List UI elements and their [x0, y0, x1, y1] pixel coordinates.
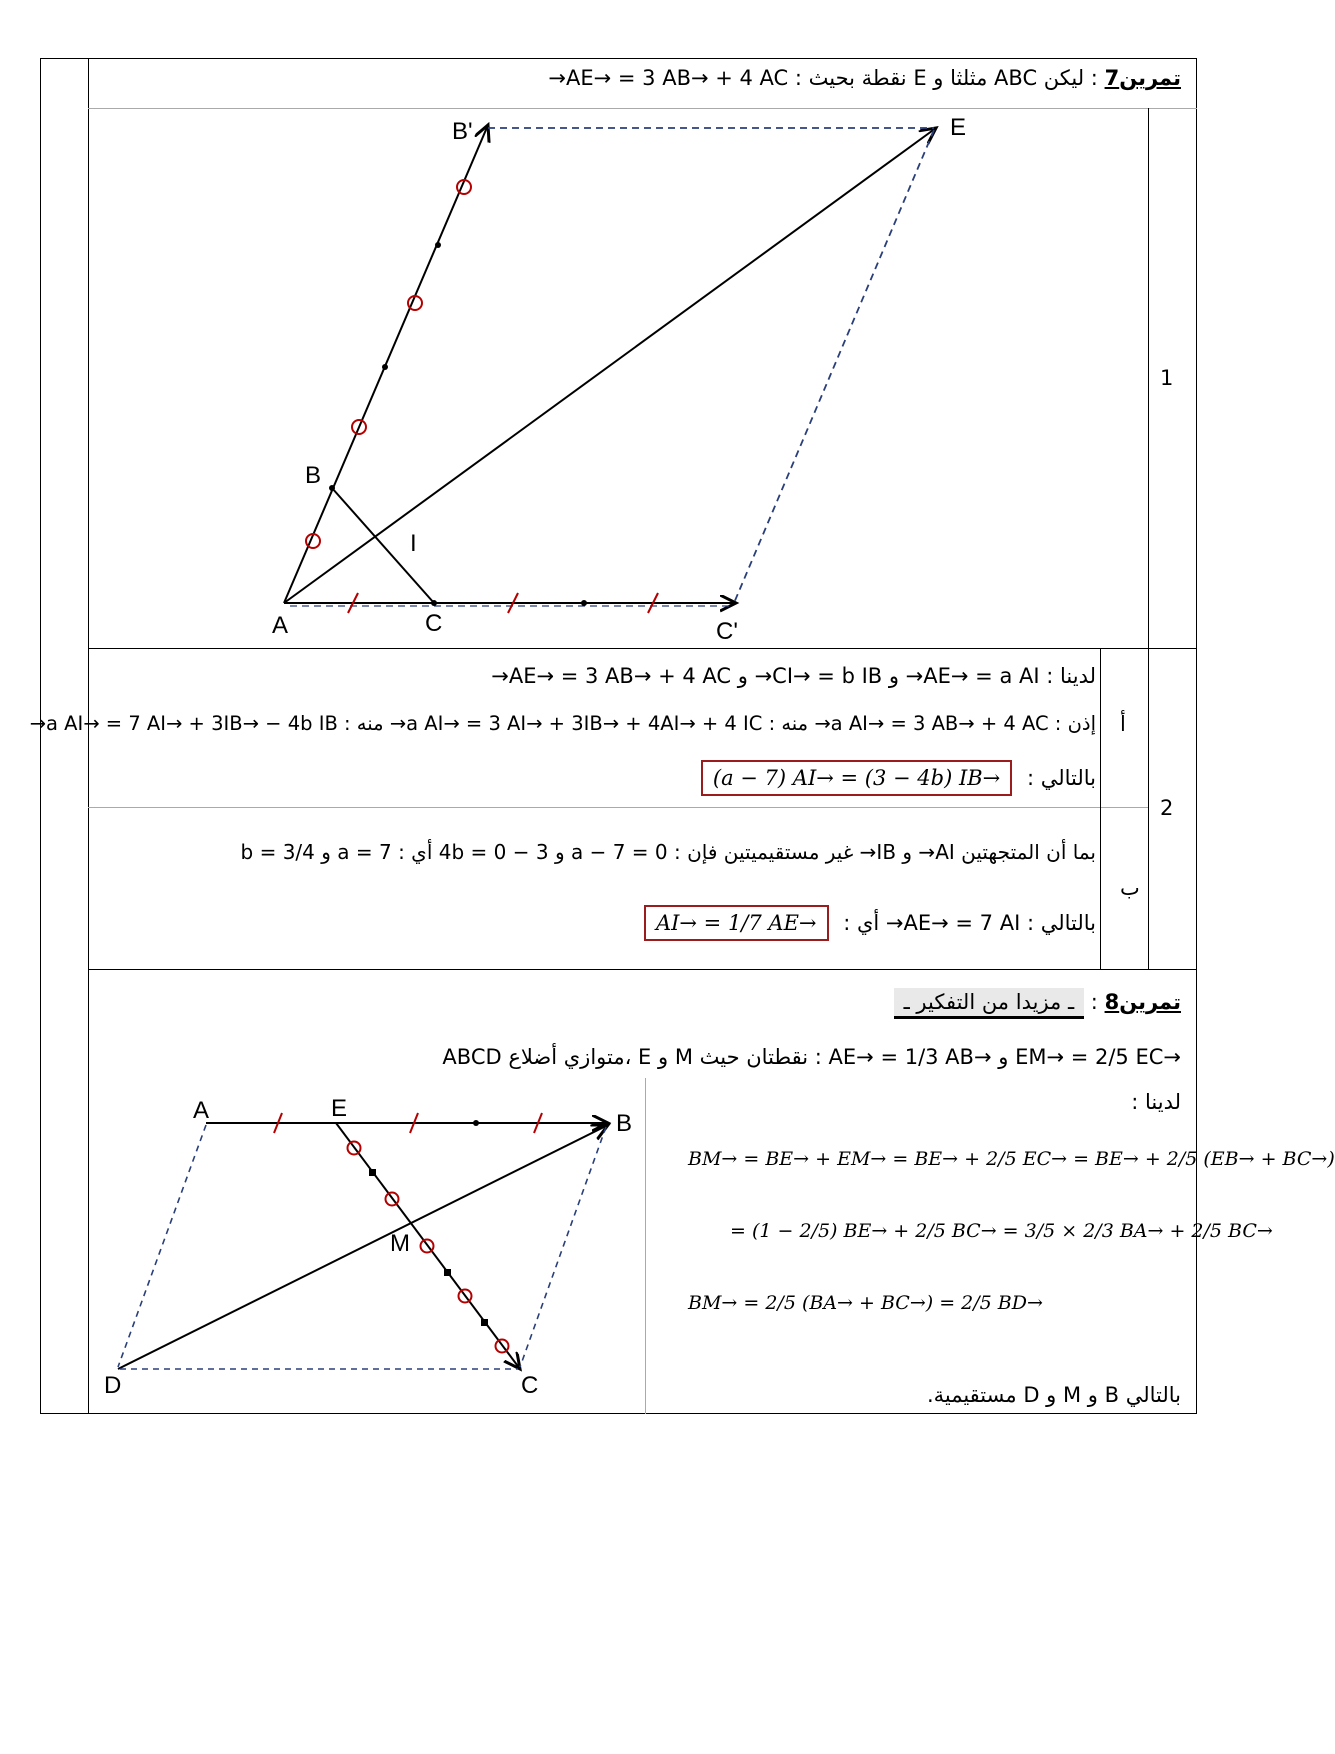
- point-label-C: C: [521, 1372, 539, 1399]
- ex8-colon: :: [1084, 990, 1098, 1014]
- dot-mark: [431, 600, 437, 606]
- dashed-E-C-prime: [734, 130, 934, 603]
- ex7-b-line1: بما أن المتجهتين AI→ و IB→ غير مستقيميتين فإن : a − 7 = 0 و 3 − 4b = 0 أي : a = 7 و b = 3/4: [240, 840, 1096, 864]
- ex8-figure: [0, 1080, 660, 1420]
- ex7-a-line1: لدينا : AE→ = a AI→ و CI→ = b IB→ و AE→ = 3 AB→ + 4 AC→: [491, 664, 1096, 688]
- square-mark: [369, 1169, 376, 1176]
- point-label-B: B: [616, 1110, 633, 1137]
- ex8-header: [894, 990, 1181, 1014]
- ex7-title: تمرين7: [1104, 66, 1181, 90]
- ex7-b-result-box: AI→ = 1/7 AE→: [644, 905, 829, 941]
- ex7-a-line2: إذن : a AI→ = 3 AB→ + 4 AC→ منه : a AI→ = 3 AI→ + 3IB→ + 4AI→ + 4 IC→ منه : a AI→ = 7 AI→ + 3IB→ − 4b IB→: [29, 712, 1096, 735]
- point-label-B: B: [305, 462, 322, 489]
- ex7-statement: : ليكن ABC مثلثا و E نقطة بحيث : AE→ = 3 AB→ + 4 AC→: [548, 66, 1098, 90]
- point-label-C: C: [425, 610, 443, 637]
- ex7-row2-number: 2: [1160, 796, 1174, 820]
- ex8-title: تمرين8: [1104, 990, 1181, 1014]
- ex8-conclusion: بالتالي B و M و D مستقيمية.: [926, 1383, 1181, 1407]
- ex8-statement: ABCD متوازي أضلاع، E و M نقطتان حيث : AE→ = 1/3 AB→ و EM→ = 2/5 EC→: [442, 1045, 1181, 1069]
- dot-mark: [382, 364, 388, 370]
- dot-mark: [581, 600, 587, 606]
- ex7-a-result-box: (a − 7) AI→ = (3 − 4b) IB→: [701, 760, 1012, 796]
- ex7-row1-number: 1: [1160, 366, 1174, 390]
- point-label-I: I: [410, 530, 417, 557]
- point-label-B-prime: B': [452, 118, 473, 145]
- point-label-E: E: [331, 1095, 348, 1122]
- ex7-part-a: أ: [1120, 712, 1126, 736]
- ex8-eq3: BM→ = 2/5 (BA→ + BC→) = 2/5 BD→: [688, 1292, 1043, 1314]
- point-label-A: A: [193, 1097, 210, 1124]
- vector-DB: [118, 1125, 608, 1369]
- ex7-b-line2: [644, 905, 1096, 941]
- ex7-a-line3: [701, 760, 1096, 796]
- square-mark: [444, 1269, 451, 1276]
- ex8-we-have: لدينا :: [1131, 1090, 1181, 1114]
- ex8-eq2: = (1 − 2/5) BE→ + 2/5 BC→ = 3/5 × 2/3 BA→ + 2/5 BC→: [730, 1220, 1273, 1242]
- ex7-part-b: ب: [1120, 876, 1140, 900]
- square-mark: [481, 1319, 488, 1326]
- dot-mark: [435, 242, 441, 248]
- point-label-M: M: [390, 1230, 410, 1257]
- vector-AE: [284, 128, 936, 603]
- ex7-b-line2-label: بالتالي : AE→ = 7 AI→ أي :: [843, 911, 1096, 935]
- ex7-a-line3-label: بالتالي :: [1026, 766, 1096, 790]
- ex8-eq1: BM→ = BE→ + EM→ = BE→ + 2/5 EC→ = BE→ + 2/5 (EB→ + BC→): [688, 1148, 1335, 1170]
- vector-AB-prime: [284, 125, 488, 603]
- point-label-C-prime: C': [716, 618, 738, 645]
- point-label-D: D: [104, 1372, 122, 1399]
- dot-mark: [329, 485, 335, 491]
- point-label-A: A: [272, 612, 289, 639]
- point-label-E: E: [950, 114, 967, 141]
- dot-mark: [473, 1120, 479, 1126]
- ex7-figure: [0, 0, 1241, 700]
- ex8-subtitle: ـ مزيدا من التفكير ـ: [894, 988, 1085, 1019]
